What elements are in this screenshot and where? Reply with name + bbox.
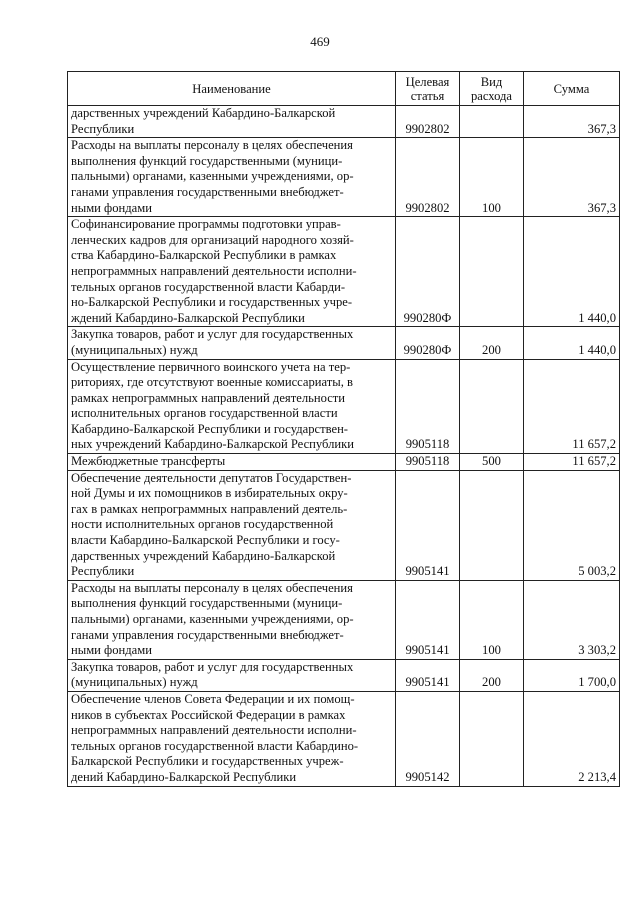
header-sum: Сумма	[524, 72, 620, 106]
row-name-cell	[68, 327, 396, 359]
row-sum-cell: 3 303,2	[524, 580, 620, 659]
row-sum-cell: 1 440,0	[524, 217, 620, 327]
row-name-line: Осуществление первичного воинского учета на тер-	[71, 359, 351, 374]
row-name-line: дарственных учреждений Кабардино-Балкарской	[71, 106, 336, 120]
row-kind-cell: 100	[460, 138, 524, 217]
table-row	[68, 691, 620, 786]
row-name-cell	[68, 659, 396, 691]
row-sum-cell: 1 700,0	[524, 659, 620, 691]
row-name-line: выполнения функций государственными (муници-	[71, 153, 343, 168]
row-name-line: ждений Кабардино-Балкарской Республики	[71, 310, 305, 325]
row-name-line: Расходы на выплаты персоналу в целях обеспечения	[71, 580, 353, 595]
row-code-cell: 9905141	[396, 659, 460, 691]
row-sum-cell: 2 213,4	[524, 691, 620, 786]
row-name-line: власти Кабардино-Балкарской Республики и госу-	[71, 533, 340, 548]
row-name-cell	[68, 106, 396, 138]
row-name-line: ными фондами	[71, 643, 152, 658]
row-name-line: пальными) органами, казенными учреждениями, ор-	[71, 169, 354, 184]
row-sum-cell: 5 003,2	[524, 470, 620, 580]
row-name-line: рамках непрограммных направлений деятельности	[71, 390, 346, 405]
table-header-row	[68, 72, 620, 106]
row-name-line: ганами управления государственными внебюджет-	[71, 627, 344, 642]
budget-table	[67, 71, 620, 787]
row-name-line: ников в субъектах Российской Федерации в рамках	[71, 707, 346, 722]
table-row	[68, 327, 620, 359]
header-code: Целевая статья	[396, 72, 460, 106]
table-row	[68, 659, 620, 691]
row-name-line: пальными) органами, казенными учреждениями, ор-	[71, 612, 354, 626]
row-name-line: но-Балкарской Республики и государственных учре-	[71, 295, 353, 310]
row-name-line: Закупка товаров, работ и услуг для государственных	[71, 659, 354, 674]
row-name-line: исполнительных органов государственной власти	[71, 406, 338, 421]
table-row	[68, 359, 620, 454]
row-name-line: Софинансирование программы подготовки управ-	[71, 217, 341, 232]
row-name-line: ной Думы и их помощников в избирательных окру-	[71, 486, 348, 501]
row-name-line: дений Кабардино-Балкарской Республики	[71, 769, 297, 784]
row-code-cell: 9905141	[396, 470, 460, 580]
row-name-line: непрограммных направлений деятельности исполни-	[71, 263, 357, 278]
row-name-line: ства Кабардино-Балкарской Республики в рамках	[71, 248, 337, 263]
row-sum-cell: 11 657,2	[524, 454, 620, 471]
row-kind-cell	[460, 217, 524, 327]
row-name-line: гах в рамках непрограммных направлений деятель-	[71, 501, 348, 516]
table-row	[68, 454, 620, 471]
row-name-cell	[68, 580, 396, 659]
table-row	[68, 580, 620, 659]
row-name-line: тельных органов государственной власти Кабарди-	[71, 279, 346, 294]
row-name-line: Республики	[71, 121, 135, 136]
table-body	[68, 106, 620, 787]
row-sum-cell: 367,3	[524, 106, 620, 138]
row-name-line: Межбюджетные трансферты	[71, 454, 226, 469]
row-name-cell	[68, 217, 396, 327]
row-kind-cell: 200	[460, 659, 524, 691]
row-name-line: риториях, где отсутствуют военные комиссариаты, в	[71, 375, 353, 390]
row-name-line: тельных органов государственной власти Кабардино-	[71, 738, 359, 753]
row-code-cell: 9905118	[396, 359, 460, 454]
row-code-cell: 990280Ф	[396, 217, 460, 327]
row-kind-cell	[460, 359, 524, 454]
row-name-line: ганами управления государственными внебюджет-	[71, 184, 344, 199]
row-name-line: выполнения функций государственными (муници-	[71, 596, 343, 611]
row-kind-cell	[460, 106, 524, 138]
row-name-line: непрограммных направлений деятельности исполни-	[71, 723, 357, 738]
row-code-cell: 9905141	[396, 580, 460, 659]
row-name-line: (муниципальных) нужд	[71, 675, 198, 690]
row-name-line: Балкарской Республики и государственных учреж-	[71, 754, 344, 769]
row-code-cell: 9905118	[396, 454, 460, 471]
table-row	[68, 217, 620, 327]
row-name-line: ленческих кадров для организаций народного хозяй-	[71, 232, 354, 247]
row-kind-cell	[460, 691, 524, 786]
row-kind-cell: 500	[460, 454, 524, 471]
header-name: Наименование	[68, 72, 396, 106]
row-code-cell: 9902802	[396, 106, 460, 138]
row-sum-cell: 1 440,0	[524, 327, 620, 359]
table-row	[68, 106, 620, 138]
row-name-cell	[68, 454, 396, 471]
row-code-cell: 9905142	[396, 691, 460, 786]
row-name-line: ными фондами	[71, 200, 152, 215]
row-name-cell	[68, 691, 396, 786]
row-sum-cell: 367,3	[524, 138, 620, 217]
row-code-cell: 9902802	[396, 138, 460, 217]
row-name-line: ности исполнительных органов государственной	[71, 517, 334, 532]
table-row	[68, 470, 620, 580]
row-name-line: Кабардино-Балкарской Республики и государствен-	[71, 421, 348, 436]
row-code-cell: 990280Ф	[396, 327, 460, 359]
row-name-line: Расходы на выплаты персоналу в целях обеспечения	[71, 138, 353, 153]
row-name-line: дарственных учреждений Кабардино-Балкарской	[71, 548, 336, 563]
row-name-line: (муниципальных) нужд	[71, 342, 198, 357]
row-name-cell	[68, 138, 396, 217]
page-number: 469	[310, 34, 330, 49]
row-name-cell	[68, 470, 396, 580]
table-row	[68, 138, 620, 217]
row-name-line: Обеспечение членов Совета Федерации и их помощ-	[71, 691, 355, 706]
row-kind-cell: 200	[460, 327, 524, 359]
row-name-line: Обеспечение деятельности депутатов Государствен-	[71, 470, 352, 485]
header-kind: Вид расхода	[460, 72, 524, 106]
row-name-line: Республики	[71, 564, 135, 579]
row-name-line: Закупка товаров, работ и услуг для государственных	[71, 327, 354, 342]
row-kind-cell: 100	[460, 580, 524, 659]
row-name-cell	[68, 359, 396, 454]
row-sum-cell: 11 657,2	[524, 359, 620, 454]
row-name-line: ных учреждений Кабардино-Балкарской Республики	[71, 437, 355, 452]
row-kind-cell	[460, 470, 524, 580]
